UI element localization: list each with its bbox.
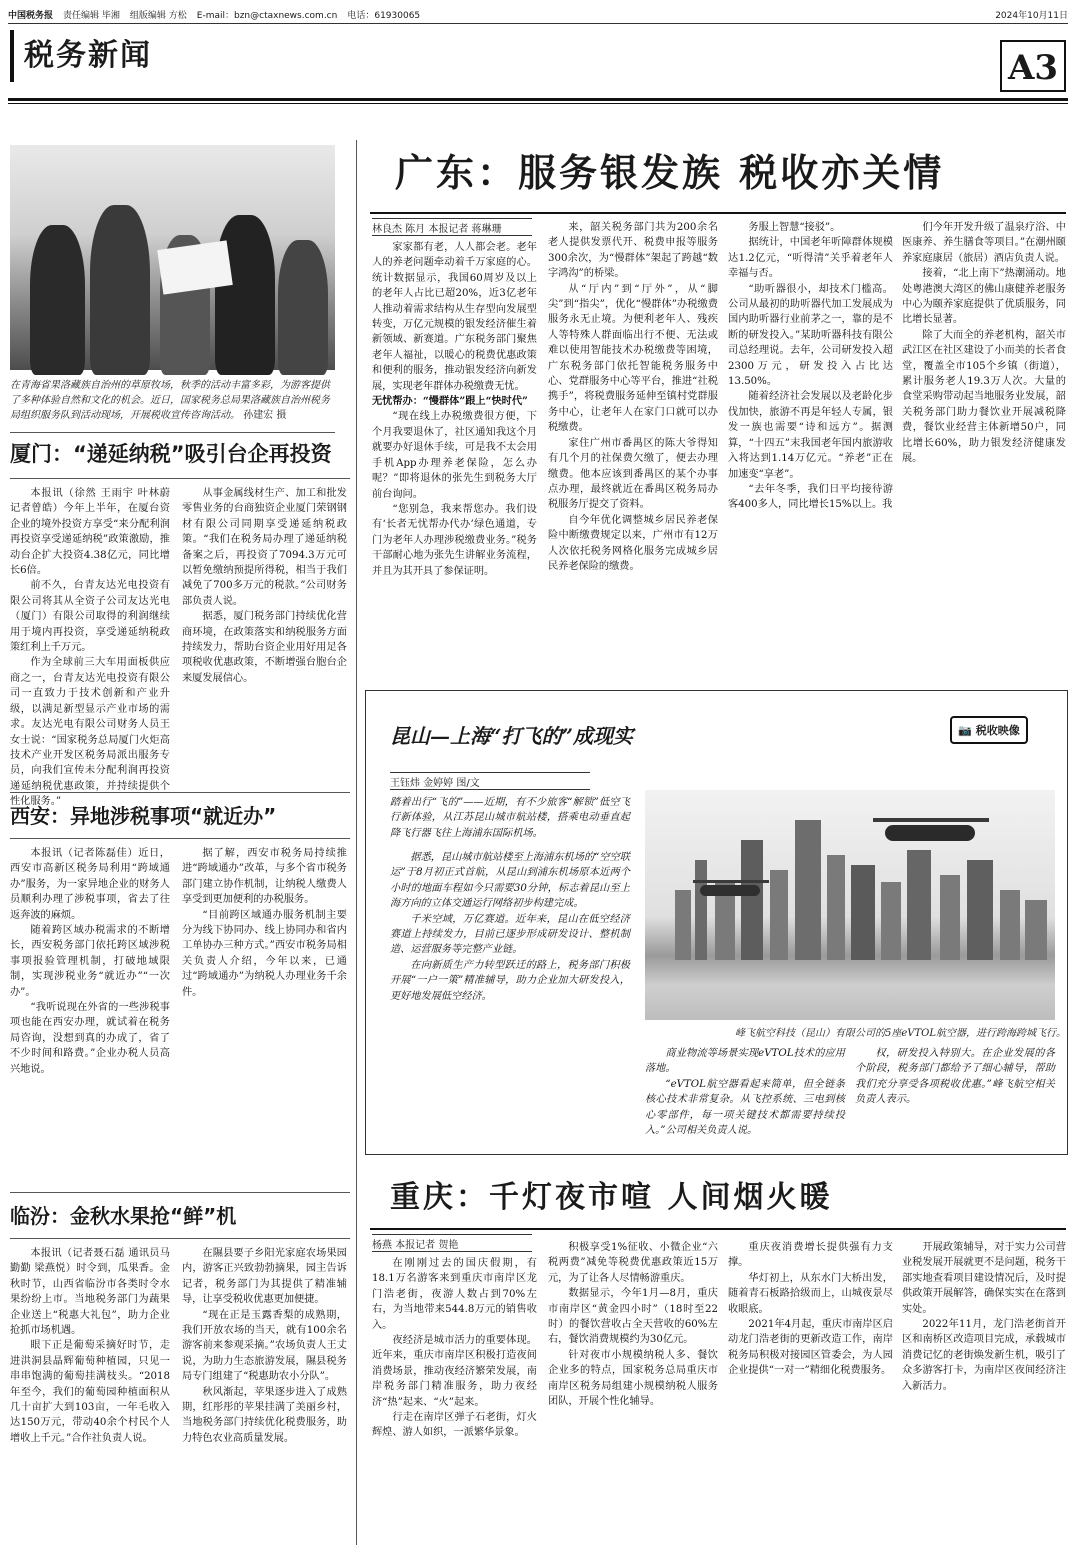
- paragraph: “目前跨区域通办服务机制主要分为线下协同办、线上协同办和省内工单协办三种方式。”西安市税务局相关负责人介绍，今年以来，已通过“跨域通办”为纳税人办理业务千余件。: [182, 909, 347, 998]
- paragraph: 随着跨区域办税需求的不断增长，西安税务部门依托跨区域涉税事项报验管理机制，打破地域限制，实现涉税业务“就近办”“一次办”。: [10, 925, 170, 998]
- guangdong-headline: 广东：服务银发族 税收亦关情: [395, 150, 945, 195]
- camera-icon: 📷: [958, 723, 972, 737]
- paragraph: “去年冬季，我们日平均接待游客400多人，同比增长15%以上。我: [728, 483, 893, 511]
- paragraph: 据了解，西安市税务局持续推进“跨域通办”改革，与多个省市税务部门建立协作机制，让纳税人缴费人享受到更加便利的办税服务。: [182, 848, 347, 906]
- paragraph: 务服上智慧“接驳”。: [748, 222, 841, 233]
- caption-text: 在青海省果洛藏族自治州的草原牧场，秋季的活动丰富多彩，为游客提供了多种体验自然和文化的机会。近日，国家税务总局果洛藏族自治州税务局组织服务队到活动现场，开展税收宣传咨询活动。: [10, 380, 330, 421]
- chongqing-col-4: [902, 1240, 1066, 1544]
- paragraph: 们今年开发升级了温泉疗浴、中医康养、养生膳食等项目。”在潮州颐养家庭康居（旅居）酒店负责人说。: [902, 222, 1066, 264]
- guangdong-byline: 林良杰 陈月 本报记者 蒋琳珊: [372, 218, 532, 236]
- editor-credit: 责任编辑 毕湘: [63, 11, 120, 21]
- email-contact: E-mail：bzn@ctaxnews.com.cn: [196, 11, 338, 21]
- divider: [10, 1238, 350, 1239]
- guangdong-col-2: [548, 220, 718, 650]
- paragraph: 2021年4月起，重庆市南岸区启动龙门浩老街的更新改造工作，南岸税务局积极对接园区管委会，为人园企业提供“一对一”精细化税费服务。: [728, 1319, 893, 1377]
- paragraph: 华灯初上，从东水门大桥出发，随着青石板路拾级而上，山城夜景尽收眼底。: [728, 1272, 893, 1315]
- chongqing-col-1: [372, 1256, 537, 1544]
- badge-label: 税收映像: [975, 724, 1020, 737]
- paragraph: “您别急，我来帮您办。我们设有‘长者无忧帮办代办’绿色通道，专门为老年人办理涉税缴费业务。”税务干部耐心地为张先生讲解业务流程，并且为其开具了参保证明。: [372, 503, 537, 577]
- column-divider: [356, 140, 357, 1545]
- paragraph: 作为全球前三大车用面板供应商之一，台青友达光电投资有限公司一直致力于技术创新和产业升级，以满足新型显示产业市场的需求。友达光电有限公司财务人员王女士说：“国家税务总局厦门火炬高技术产业开发区税务局派出服务专员，向我们宣传未分配利润再投资递延纳税优惠政策，并持续提供个性化服务。”: [10, 657, 170, 808]
- paragraph: “现在线上办税缴费很方便，下个月我要退休了，社区通知我这个月就要办好退休手续，可是我不太会用手机App办理养老保险，怎么办呢？”即将退休的张先生到税务大厅前台询问。: [372, 411, 537, 500]
- xiamen-col-1: [10, 486, 170, 808]
- chongqing-col-3: [728, 1240, 893, 1544]
- page-number: A3: [1000, 40, 1066, 92]
- paragraph: 来，韶关税务部门共为200余名老人提供发票代开、税费申报等服务300余次，为“慢群体”架起了跨越“数字鸿沟”的桥梁。: [548, 222, 718, 280]
- subhead: 无忧帮办：“慢群体”跟上“快时代”: [372, 395, 528, 408]
- paragraph: 本报讯（记者聂石磊 通讯员马勤勤 梁燕悦）时令到，瓜果香。金秋时节，山西省临汾市各类时令水果纷纷上市。当地税务部门为蔬果企业送上“税惠大礼包”，助力企业抢抓市场机遇。: [10, 1248, 170, 1337]
- kunshan-col-1: [390, 850, 630, 1105]
- xian-headline: 西安：异地涉税事项“就近办”: [10, 804, 277, 828]
- paragraph: “现在正是玉露香梨的成熟期，我们开放农场的当天，就有100余名游客前来参观采摘。”农场负责人王丈说，为助力生态旅游发展，隰县税务局专门组建了“税惠助农小分队”。: [182, 1309, 347, 1383]
- chongqing-byline: 杨燕 本报记者 贺艳: [372, 1234, 532, 1252]
- paragraph: 眼下正是葡萄采摘好时节，走进洪洞县晶辉葡萄种植园，只见一串串饱满的葡萄挂满枝头。“2018年至今，我们的葡萄园种植面积从几十亩扩大到103亩，一年毛收入达150万元，带动40余个村民个人增收上千元。”合作社负责人说。: [10, 1340, 170, 1444]
- paragraph: 针对夜市小规模纳税人多、餐饮企业多的特点，国家税务总局重庆市南岸区税务局组建小规模纳税人服务团队，开展个性化辅导。: [548, 1349, 718, 1408]
- evtol-photo-caption: 峰飞航空科技（昆山）有限公司的5座eVTOL航空器，进行跨海跨城飞行。: [735, 1028, 1067, 1039]
- paragraph: 据悉，昆山城市航站楼至上海浦东机场的“空空联运”于8月初正式首航，从昆山到浦东机场原本近两个小时的地面车程如今只需要30分钟，标志着昆山至上海方向的立体交通运行网络初步构建完成。: [390, 852, 630, 910]
- section-title: 税务新闻: [10, 30, 190, 82]
- kunshan-col-2: [645, 1046, 845, 1146]
- paragraph: 本报讯（徐然 王雨宇 叶林蔚 记者曾皓）今年上半年，在厦台资企业的境外投资方享受“来分配利润再投资享受递延纳税”政策激励，推动台企扩大投资4.38亿元，同比增长6倍。: [10, 488, 170, 577]
- divider: [370, 1228, 1066, 1230]
- paragraph: “eVTOL航空器看起来简单，但全链条核心技术非常复杂。从飞控系统、三电到核心零部件，每一项关键技术都需要持续投入。”公司相关负责人说。: [645, 1078, 845, 1137]
- layout-editor-credit: 组版编辑 方松: [129, 11, 187, 21]
- chongqing-headline: 重庆：千灯夜市喧 人间烟火暖: [390, 1180, 833, 1215]
- paragraph: 家住广州市番禺区的陈大爷得知有几个月的社保费欠缴了，便去办理缴费。他本应该到番禺区的某个办事点办理，最终就近在番禺区税务局办税服务厅提交了资料。: [548, 437, 718, 511]
- caption-credit: 孙建宏 摄: [243, 410, 287, 421]
- guangdong-col-4: [902, 220, 1066, 650]
- header-rule: [8, 98, 1068, 101]
- xiamen-col-2: [182, 486, 347, 786]
- paragraph: 2022年11月，龙门浩老街首开区和南桥区改造项目完成，承载城市消费记忆的老街焕发新生机，吸引了众多游客打卡，为南岸区夜间经济注入新活力。: [902, 1319, 1066, 1392]
- paragraph: 商业物流等场景实现eVTOL技术的应用落地。: [645, 1048, 845, 1075]
- xian-col-2: [182, 846, 347, 1186]
- paragraph: 从“厅内”到“厅外”，从“脚尖”到“指尖”，优化“慢群体”办税缴费服务永无止境。为便利老年人、残疾人等特殊人群面临出行不便、无法或难以使用智能技术办税缴费等困境，广东税务部门依托智能税务服务中心、党群服务中心等平台，推进“社税携手”，将税费服务延伸至镇村党群服务中心，让老年人在家门口就可以办税缴费。: [548, 283, 718, 434]
- kunshan-lead: 踏着出行“飞的”——近期，有不少旅客“解锁”低空飞行新体验，从江苏昆山城市航站楼，搭乘电动垂直起降飞行器飞往上海浦东国际机场。: [390, 797, 630, 839]
- xian-col-1: [10, 846, 170, 1186]
- divider: [10, 432, 335, 433]
- paragraph: 积极享受1%征收、小微企业“六税两费”减免等税费优惠政策近15万元，为了让各人尽情畅游重庆。: [548, 1242, 718, 1284]
- header-rule-thin: [8, 103, 1068, 104]
- paragraph: 从事金属线材生产、加工和批发零售业务的台商独资企业厦门荣钢钢材有限公司同期享受递延纳税政策。“我们在税务局办理了递延纳税备案之后，再投资了7094.3万元可以暂免缴纳预提所得税，相当于我们减免了700多万元的税款。”公司财务部负责人说。: [182, 488, 347, 607]
- paragraph: 数据显示，今年1月—8月，重庆市南岸区“黄金四小时”（18时至22时）的餐饮营收占全天营收的60%左右，餐饮消费规模约为30亿元。: [548, 1288, 718, 1346]
- paragraph: 夜经济是城市活力的重要体现。近年来，重庆市南岸区积极打造夜间消费场景，推动夜经济繁荣发展，南岸税务部门精准服务，助力夜经济“热”起来、“火”起来。: [372, 1335, 537, 1408]
- divider: [10, 792, 350, 793]
- paragraph: 随着经济社会发展以及老龄化步伐加快，旅游不再是年轻人专属，银发一族也需要“诗和远方”。据测算，“十四五”末我国老年国内旅游收入将达到1.14万亿元。“养老”正在加速变“享老”。: [728, 391, 893, 480]
- paragraph: 自今年优化调整城乡居民养老保险中断缴费规定以来，广州市有12万人次依托税务网格化服务完成城乡居民养老保险的缴费。: [548, 514, 718, 572]
- paragraph: 据统计，中国老年听障群体规模达1.2亿元，“听得清”关乎着老年人幸福与否。: [728, 237, 893, 280]
- paragraph: 行走在南岸区弹子石老街，灯火辉煌、游人如织，一派繁华景象。: [372, 1412, 537, 1439]
- qinghai-photo-caption: [10, 378, 335, 426]
- kunshan-headline: 昆山—上海“打飞的”成现实: [390, 724, 634, 748]
- paragraph: 家家都有老，人人都会老。老年人的养老问题牵动着千万家庭的心。统计数据显示，我国60周岁及以上的老年人占比已超20%，近3亿老年人推动着需求结构从生存型向发展型转变，万亿元规模的银发经济催生着新领域、新赛道。广东税务部门聚焦老年人福祉，以暖心的税费优惠政策和便利的服务，推动银发经济向新发展，实现老年群体办税缴费无忧。: [372, 242, 537, 392]
- paragraph: 除了大而全的养老机构，韶关市武江区在社区建设了小而美的长者食堂，覆盖全市105个乡镇（街道），累计服务老人19.3万人次。大量的食堂采购带动起当地服务业发展，韶关税务部门助力餐饮业开展减税降费，餐饮业经营主体新增50户，同比增长60%，助力银发经济健康发展。: [902, 329, 1066, 465]
- paragraph: 权，研发投入特别大。在企业发展的各个阶段，税务部门都给予了细心辅导，帮助我们充分享受各项税收优惠。”峰飞航空相关负责人表示。: [855, 1048, 1055, 1106]
- paragraph: 在刚刚过去的国庆假期，有18.1万名游客来到重庆市南岸区龙门浩老街，夜游人数占到70%左右，为当地带来544.8万元的销售收入。: [372, 1258, 537, 1331]
- paragraph: 接着，“北上南下”热潮涌动。地处粤港澳大湾区的佛山康健养老服务中心为颐养家庭提供了优质服务，同比增长显著。: [902, 268, 1066, 326]
- paragraph: 本报讯（记者陈磊佳）近日，西安市高新区税务局利用“跨域通办”服务，为一家异地企业的财务人员顺利办理了涉税事项，省去了往返奔波的麻烦。: [10, 848, 170, 921]
- paragraph: 开展政策辅导，对于实力公司营业税发展开展就更不是问题，税务干部实地查看项目建设情况后，及时提供政策开展解答，确保实实在在落到实处。: [902, 1242, 1066, 1315]
- linfen-col-2: [182, 1246, 347, 1542]
- kunshan-col-3: [855, 1046, 1055, 1146]
- phone-contact: 电话：61930065: [347, 11, 421, 21]
- paragraph: “我听说现在外省的一些涉税事项也能在西安办理，就试着在税务局咨询，没想到真的办成了，省了不少时间和路费。”企业办税人员高兴地说。: [10, 1002, 170, 1075]
- paragraph: “助听器很小，却技术门槛高。公司从最初的助听器代加工发展成为国内助听器行业前茅之一，靠的是不断的研发投入。”某助听器科技有限公司总经理说。去年，公司研发投入超2300万元，研发投入占比达13.50%。: [728, 283, 893, 388]
- divider: [10, 478, 350, 479]
- divider: [370, 212, 1066, 214]
- tax-image-badge: [950, 716, 1028, 744]
- qinghai-photo: [10, 145, 335, 370]
- evtol-photo: [645, 790, 1055, 1020]
- guangdong-col-3: [728, 220, 893, 650]
- divider: [10, 838, 350, 839]
- paragraph: 秋风渐起，苹果逐步进入了成熟期，红彤彤的苹果挂满了美丽乡村，当地税务部门持续优化税费服务，助力特色农业高质量发展。: [182, 1386, 347, 1444]
- paragraph: 在向新质生产力转型跃迁的路上，税务部门积极开展“一户一策”精准辅导，助力企业加大研发投入，更好地发展低空经济。: [390, 959, 630, 1002]
- divider: [10, 1192, 350, 1193]
- chongqing-col-2: [548, 1240, 718, 1544]
- kunshan-byline: 王钰炜 金婷婷 图/文: [390, 772, 590, 790]
- paragraph: 千米空域，万亿赛道。近年来，昆山在低空经济赛道上持续发力，目前已逐步形成研发设计、整机制造、运营服务等完整产业链。: [390, 913, 630, 956]
- xiamen-headline: 厦门：“递延纳税”吸引台企再投资: [10, 442, 332, 466]
- issue-date: 2024年10月11日: [995, 11, 1068, 21]
- paragraph: 据悉，厦门税务部门持续优化营商环境，在政策落实和纳税服务方面持续发力，帮助台资企业用好用足各项税收优惠政策，不断增强台胞台企来厦发展信心。: [182, 611, 347, 684]
- masthead-bar: [8, 6, 1068, 24]
- paragraph: 重庆夜消费增长提供强有力支撑。: [728, 1242, 893, 1269]
- paper-name: 中国税务报: [8, 11, 54, 21]
- guangdong-col-1: [372, 240, 537, 650]
- paragraph: 前不久，台青友达光电投资有限公司将其从全资子公司友达光电（厦门）有限公司取得的利润继续用于境内再投资，享受递延纳税政策红利上千万元。: [10, 580, 170, 654]
- linfen-col-1: [10, 1246, 170, 1542]
- paragraph: 在隰县要子乡阳光家庭农场果园内，游客正兴致勃勃摘果，园主告诉记者，税务部门为其提供了精准辅导，让享受税收优惠更加便捷。: [182, 1248, 347, 1306]
- linfen-headline: 临汾：金秋水果抢“鲜”机: [10, 1204, 237, 1228]
